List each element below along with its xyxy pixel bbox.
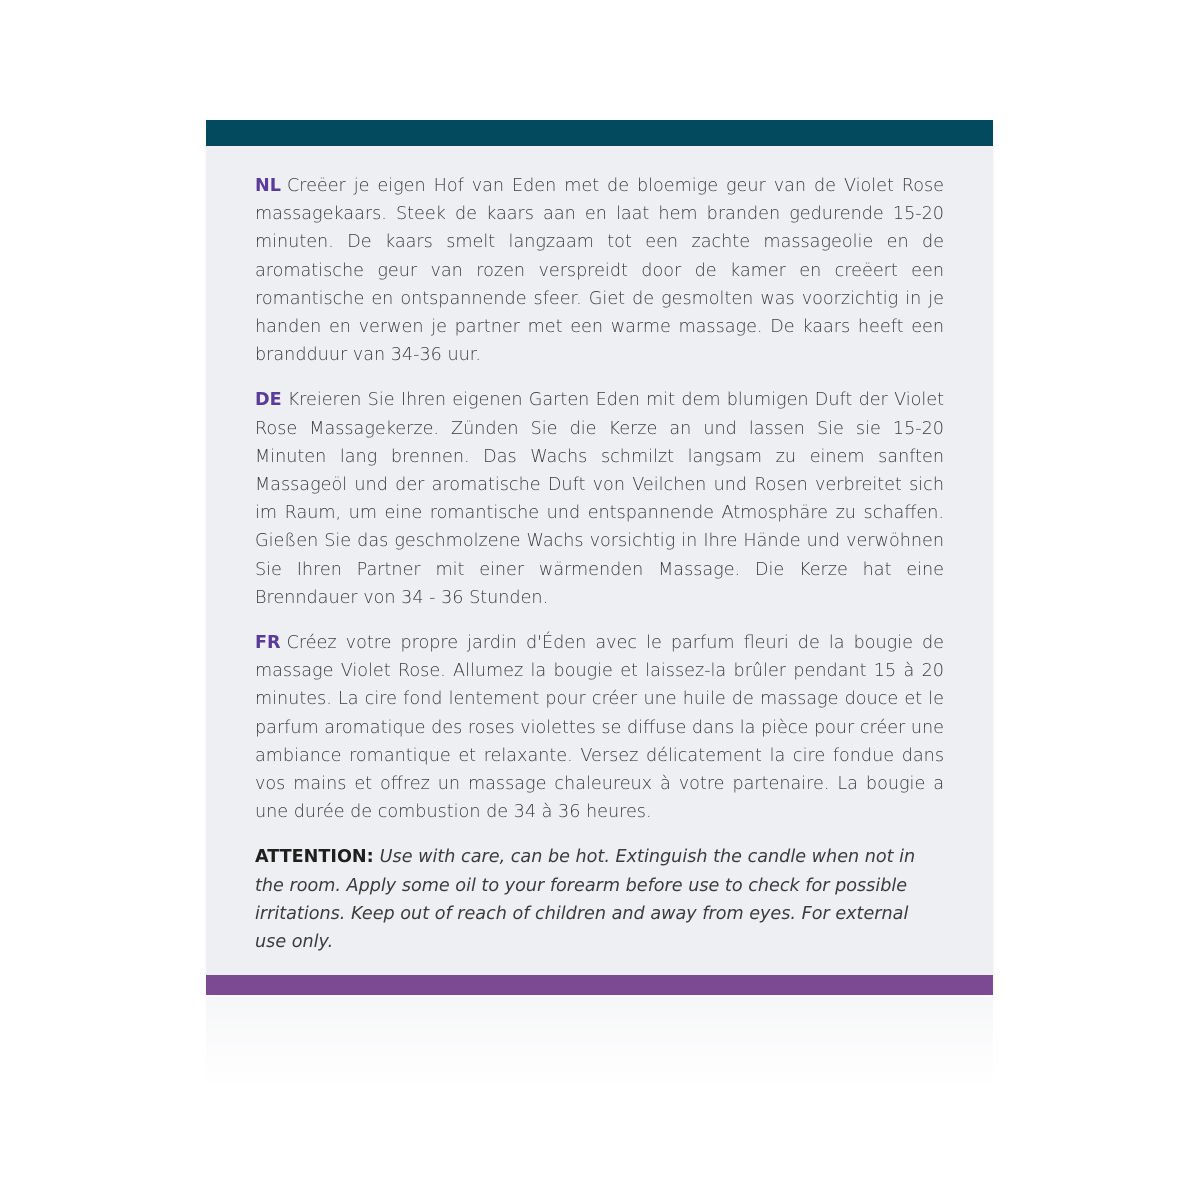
section-de (255, 386, 944, 612)
section-nl (255, 172, 944, 369)
card-content (255, 172, 944, 973)
instruction-card (206, 120, 993, 995)
top-color-bar (206, 120, 993, 146)
lang-code-fr: FR (255, 633, 281, 654)
section-fr (255, 629, 944, 826)
card-reflection (206, 997, 993, 1087)
section-text-fr: Créez votre propre jardin d'Éden avec le parfum fleuri de la bougie de massage Violet Rose. Allumez la bougie et laissez-la brûler pendant 15 à 20 minutes. La cire fond lentement pour créer une huile de massage douce et le parfum aromatique des roses violettes se diffuse dans la pièce pour créer une ambiance romantique et relaxante. Versez délicatement la cire fondue dans vos mains et offrez un massage chaleureux à votre partenaire. La bougie a une durée de combustion de 34 à 36 heures. (255, 633, 944, 823)
lang-code-de: DE (255, 390, 282, 411)
attention-text: Use with care, can be hot. Extinguish the candle when not in the room. Apply some oil to your forearm before use to check for possible irritations. Keep out of reach of children and away from eyes. For external use only. (255, 847, 916, 953)
bottom-color-bar (206, 975, 993, 995)
section-text-de: Kreieren Sie Ihren eigenen Garten Eden mit dem blumigen Duft der Violet Rose Massagekerze. Zünden Sie die Kerze an und lassen Sie sie 15-20 Minuten lang brennen. Das Wachs schmilzt langsam zu einem sanften Massageöl und der aromatische Duft von Veilchen und Rosen verbreitet sich im Raum, um eine romantische und entspannende Atmosphäre zu schaffen. Gießen Sie das geschmolzene Wachs vorsichtig in Ihre Hände und verwöhnen Sie Ihren Partner mit einer wärmenden Massage. Die Kerze hat eine Brenndauer von 34 - 36 Stunden. (255, 390, 944, 608)
section-text-nl: Creëer je eigen Hof van Eden met de bloemige geur van de Violet Rose massagekaars. Steek de kaars aan en laat hem branden gedurende 15-20 minuten. De kaars smelt langzaam tot een zachte massageolie en de aromatische geur van rozen verspreidt door de kamer en creëert een romantische en ontspannende sfeer. Giet de gesmolten was voorzichtig in je handen en verwen je partner met een warme massage. De kaars heeft een brandduur van 34-36 uur. (255, 176, 944, 366)
attention-notice (255, 843, 944, 956)
lang-code-nl: NL (255, 176, 281, 196)
attention-label: ATTENTION: (255, 847, 374, 868)
